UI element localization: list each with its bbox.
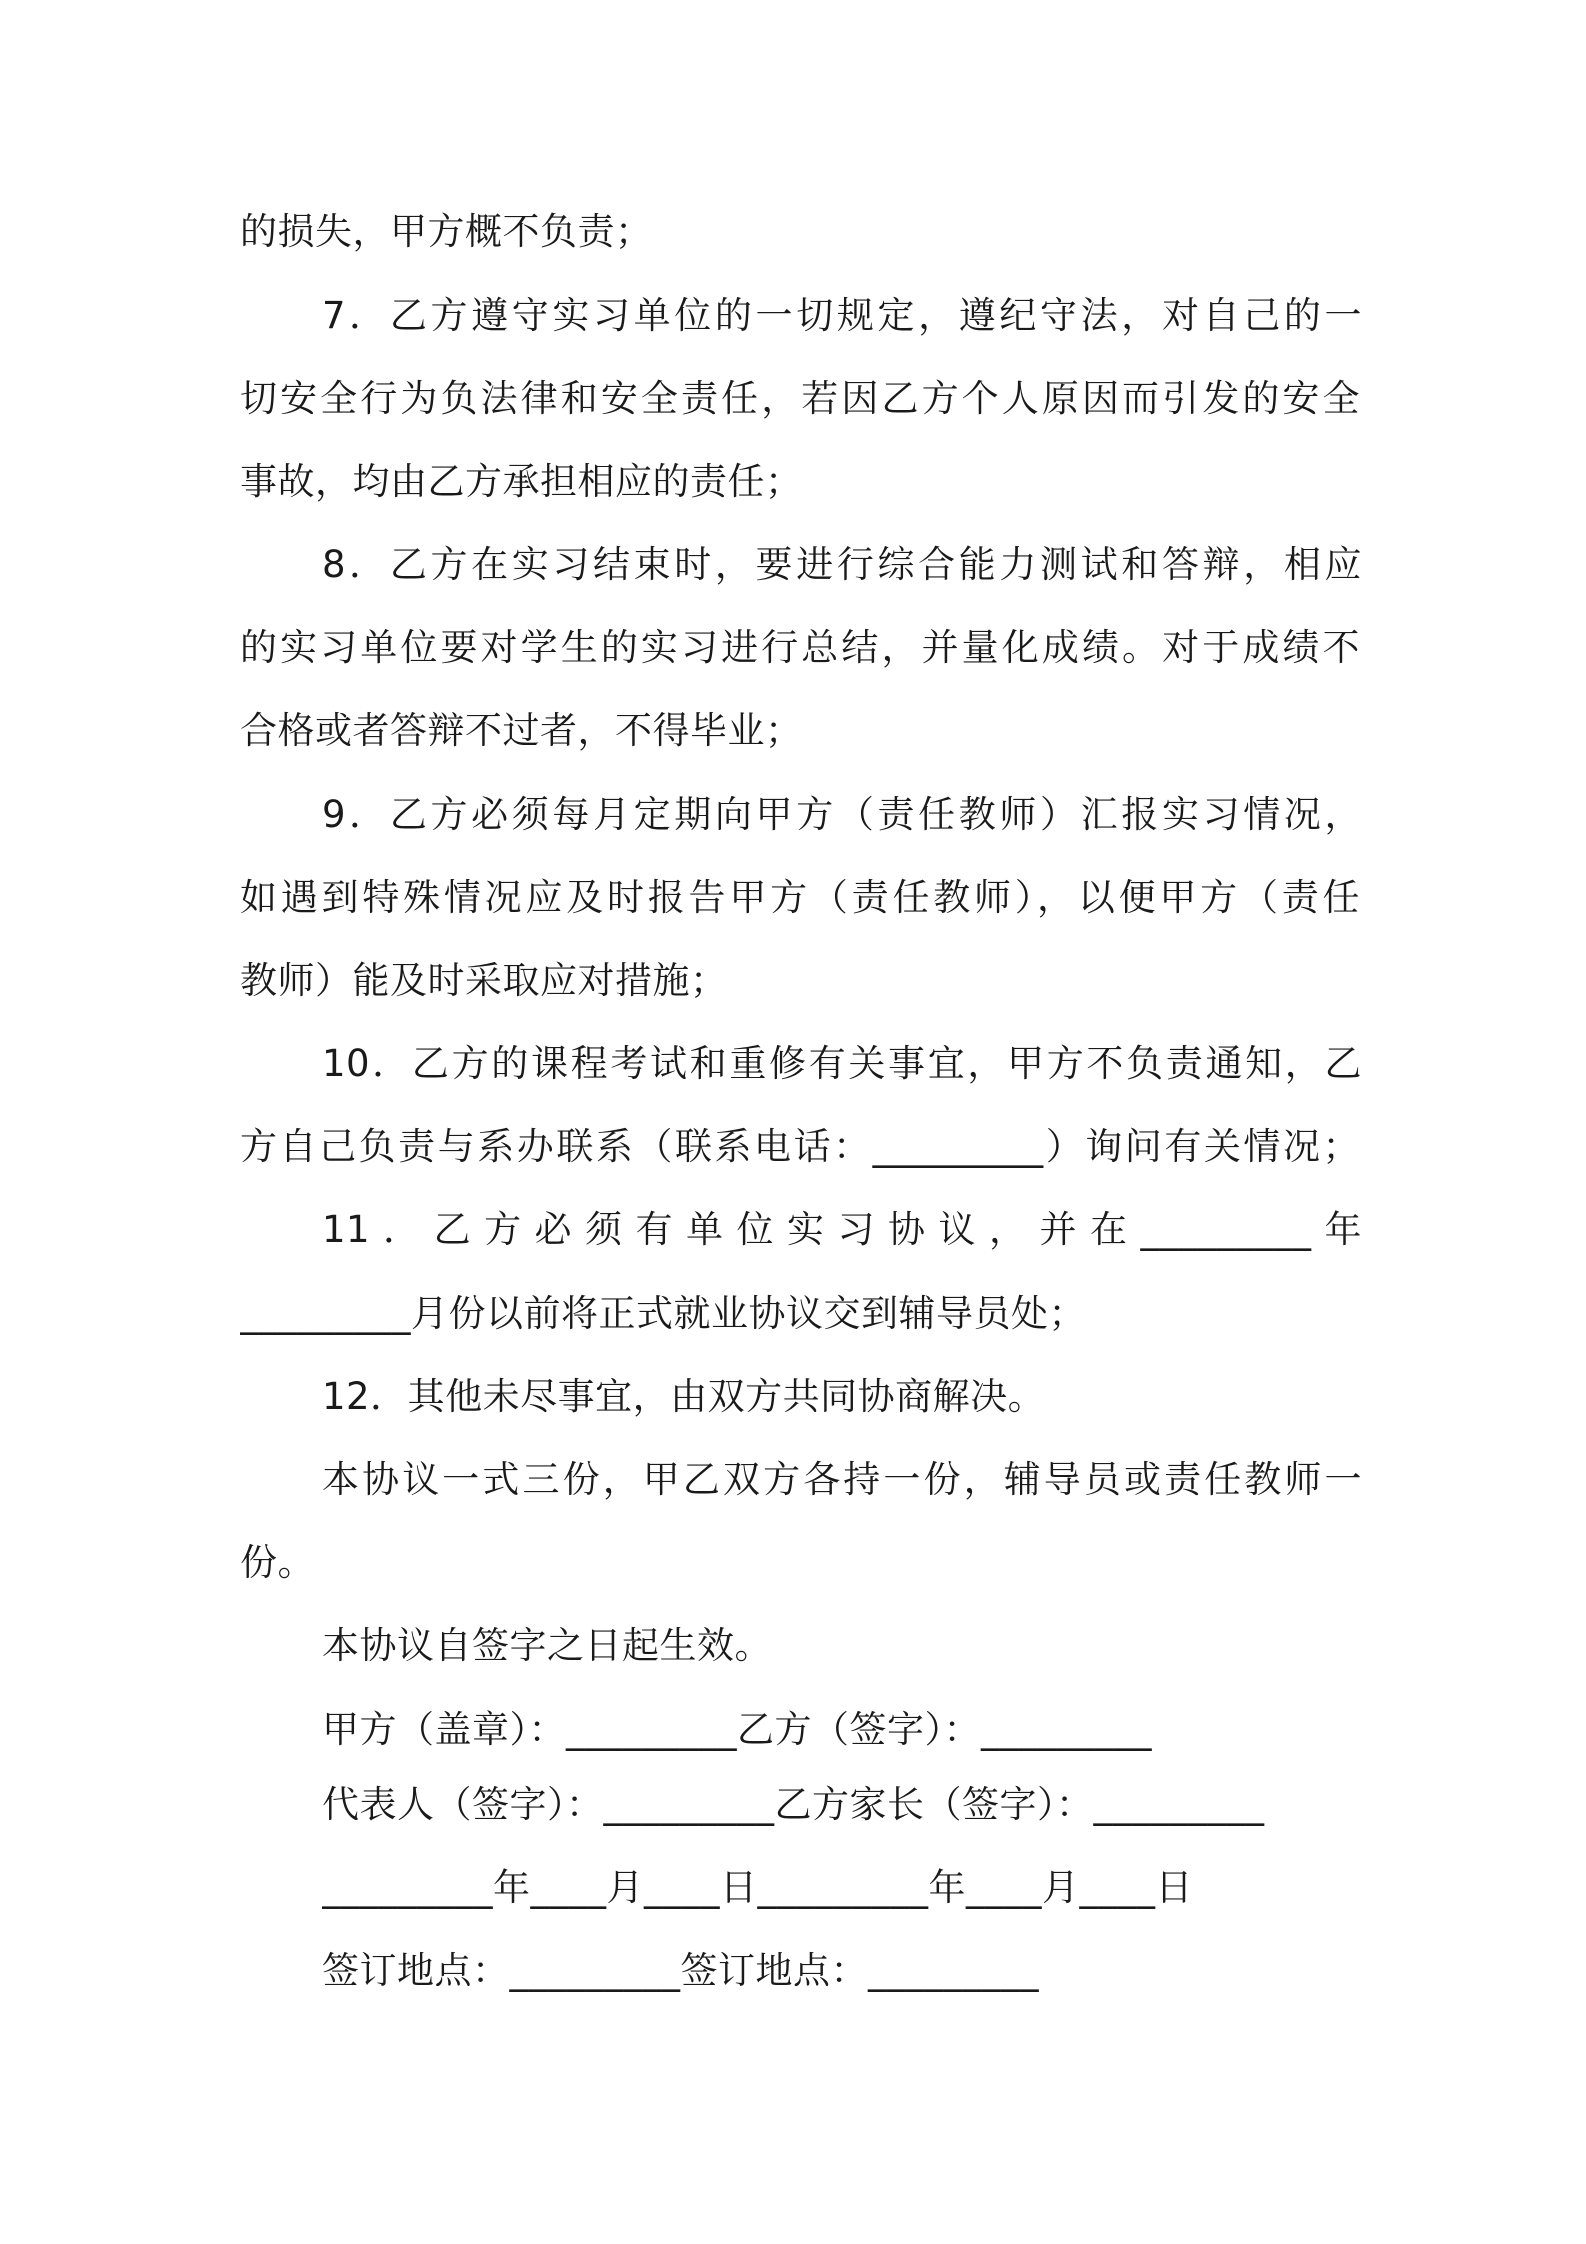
text-line: 切安全行为负法律和安全责任，若因乙方个人原因而引发的安全 xyxy=(240,377,1360,420)
text-line: 11．乙方必须有单位实习协议，并在_________年 xyxy=(322,1208,1362,1251)
text-line: 9．乙方必须每月定期向甲方（责任教师）汇报实习情况， xyxy=(322,793,1362,836)
text-line: 的实习单位要对学生的实习进行总结，并量化成绩。对于成绩不 xyxy=(240,626,1360,669)
signature-location-line: 签订地点：_________签订地点：_________ xyxy=(322,1949,1039,1992)
text-line: 份。 xyxy=(240,1541,315,1584)
text-line: 7．乙方遵守实习单位的一切规定，遵纪守法，对自己的一 xyxy=(322,294,1362,337)
text-line: 10．乙方的课程考试和重修有关事宜，甲方不负责通知，乙 xyxy=(322,1042,1362,1085)
text-line: 事故，均由乙方承担相应的责任； xyxy=(240,460,803,503)
signature-party-line: 甲方（盖章）：_________乙方（签字）：_________ xyxy=(322,1708,1152,1751)
text-line: 本协议自签字之日起生效。 xyxy=(322,1624,772,1667)
text-line: 教师）能及时采取应对措施； xyxy=(240,959,728,1002)
text-line: 12．其他未尽事宜，由双方共同协商解决。 xyxy=(322,1375,1046,1418)
text-line: 的损失，甲方概不负责； xyxy=(240,210,653,253)
signature-date-line: _________年____月____日_________年____月____日 xyxy=(322,1866,1193,1909)
text-line: 合格或者答辩不过者，不得毕业； xyxy=(240,709,803,752)
text-line: 8．乙方在实习结束时，要进行综合能力测试和答辩，相应 xyxy=(322,543,1362,586)
text-line: 本协议一式三份，甲乙双方各持一份，辅导员或责任教师一 xyxy=(322,1458,1362,1501)
signature-representative-line: 代表人（签字）：_________乙方家长（签字）：_________ xyxy=(322,1783,1265,1826)
text-line: 如遇到特殊情况应及时报告甲方（责任教师），以便甲方（责任 xyxy=(240,876,1360,919)
text-line: _________月份以前将正式就业协议交到辅导员处； xyxy=(240,1292,1086,1335)
text-line: 方自己负责与系办联系（联系电话：_________）询问有关情况； xyxy=(240,1125,1360,1168)
